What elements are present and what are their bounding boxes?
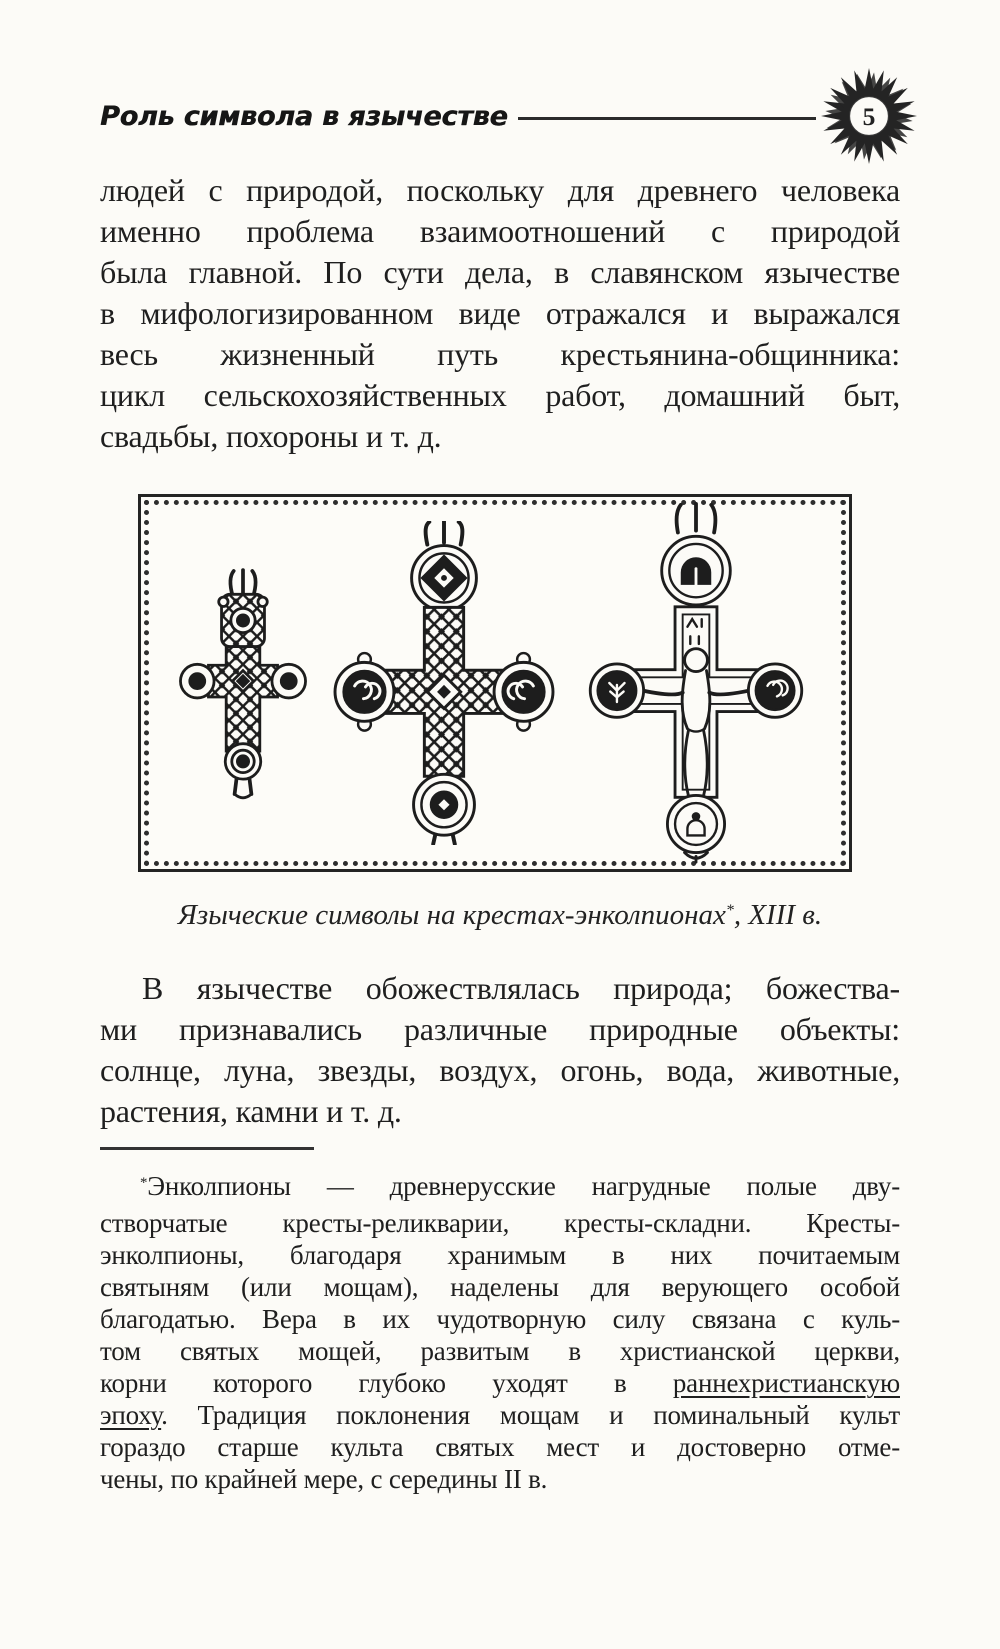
text-line: весь жизненный путь крестьянина-общинника: [100, 336, 900, 372]
header-rule [518, 117, 816, 120]
footnote-line [100, 1303, 900, 1335]
encolpion-cross-crucifix-icon [575, 502, 817, 864]
footnote-marker: * [140, 1174, 148, 1191]
footnote-text: корни которого глубоко уходят в [100, 1368, 673, 1398]
footnote-line [100, 1271, 900, 1303]
footnote-text: . Традиция поклонения мощам и поминальный культ [161, 1400, 900, 1430]
footnote-line [100, 1399, 900, 1431]
figure-caption [100, 899, 900, 932]
footnote-separator [100, 1147, 314, 1150]
text-line: была главной. По сути дела, в славянском язычестве [100, 254, 900, 290]
text-line: в мифологизированном виде отражался и выражался [100, 295, 900, 331]
figure-frame [138, 494, 852, 872]
footnote-line [100, 1335, 900, 1367]
text-line: свадьбы, похороны и т. д. [100, 418, 442, 454]
footnote-line [100, 1170, 900, 1207]
encolpion-cross-ornamental-icon [331, 521, 557, 845]
footnote-line [100, 1207, 900, 1239]
footnote-text: том святых мощей, развитым в христианской церкви, [100, 1336, 900, 1366]
footnote-text: эпоху [100, 1400, 162, 1430]
text-line: людей с природой, поскольку для древнего человека [100, 172, 900, 208]
encolpion-cross-small-icon [173, 559, 313, 807]
footnote [100, 1170, 900, 1495]
footnote-marker: * [725, 902, 734, 920]
text-line: цикл сельскохозяйственных работ, домашний быт, [100, 377, 900, 413]
running-title: Роль символа в язычестве [100, 100, 508, 132]
text-line: В язычестве обожествлялась природа; божества- [142, 970, 900, 1006]
footnote-line [100, 1431, 900, 1463]
caption-text: Языческие символы на крестах-энколпионах [177, 899, 726, 931]
footnote-text: раннехристианскую [672, 1368, 900, 1398]
text-line: ми признавались различные природные объекты: [100, 1011, 900, 1047]
footnote-text: Энколпионы — древнерусские нагрудные полые дву- [147, 1171, 900, 1201]
footnote-text: гораздо старше культа святых мест и достоверно отме- [100, 1432, 900, 1462]
sun-ornament-icon [820, 67, 918, 165]
caption-suffix: , XIII в. [733, 899, 823, 931]
figure-ornamental-border [144, 500, 846, 866]
paragraph-1 [100, 170, 900, 457]
footnote-line [100, 1239, 900, 1271]
footnote-line [100, 1463, 900, 1495]
footnote-text: створчатые кресты-реликварии, кресты-складни. Кресты- [100, 1208, 900, 1238]
page-header [100, 66, 900, 166]
page-number: 5 [862, 102, 876, 132]
text-line: солнце, луна, звезды, воздух, огонь, вода, животные, [100, 1052, 900, 1088]
footnote-text: благодатью. Вера в их чудотворную силу связана с куль- [100, 1304, 900, 1334]
paragraph-2 [100, 968, 900, 1132]
footnote-text: энколпионы, благодаря хранимым в них почитаемым [100, 1240, 900, 1270]
footnote-line [100, 1367, 900, 1399]
text-line: растения, камни и т. д. [100, 1093, 402, 1129]
text-line: именно проблема взаимоотношений с природой [100, 213, 900, 249]
footnote-text: чены, по крайней мере, с середины II в. [100, 1464, 548, 1494]
footnote-text: святыням (или мощам), наделены для верующего особой [100, 1272, 900, 1302]
